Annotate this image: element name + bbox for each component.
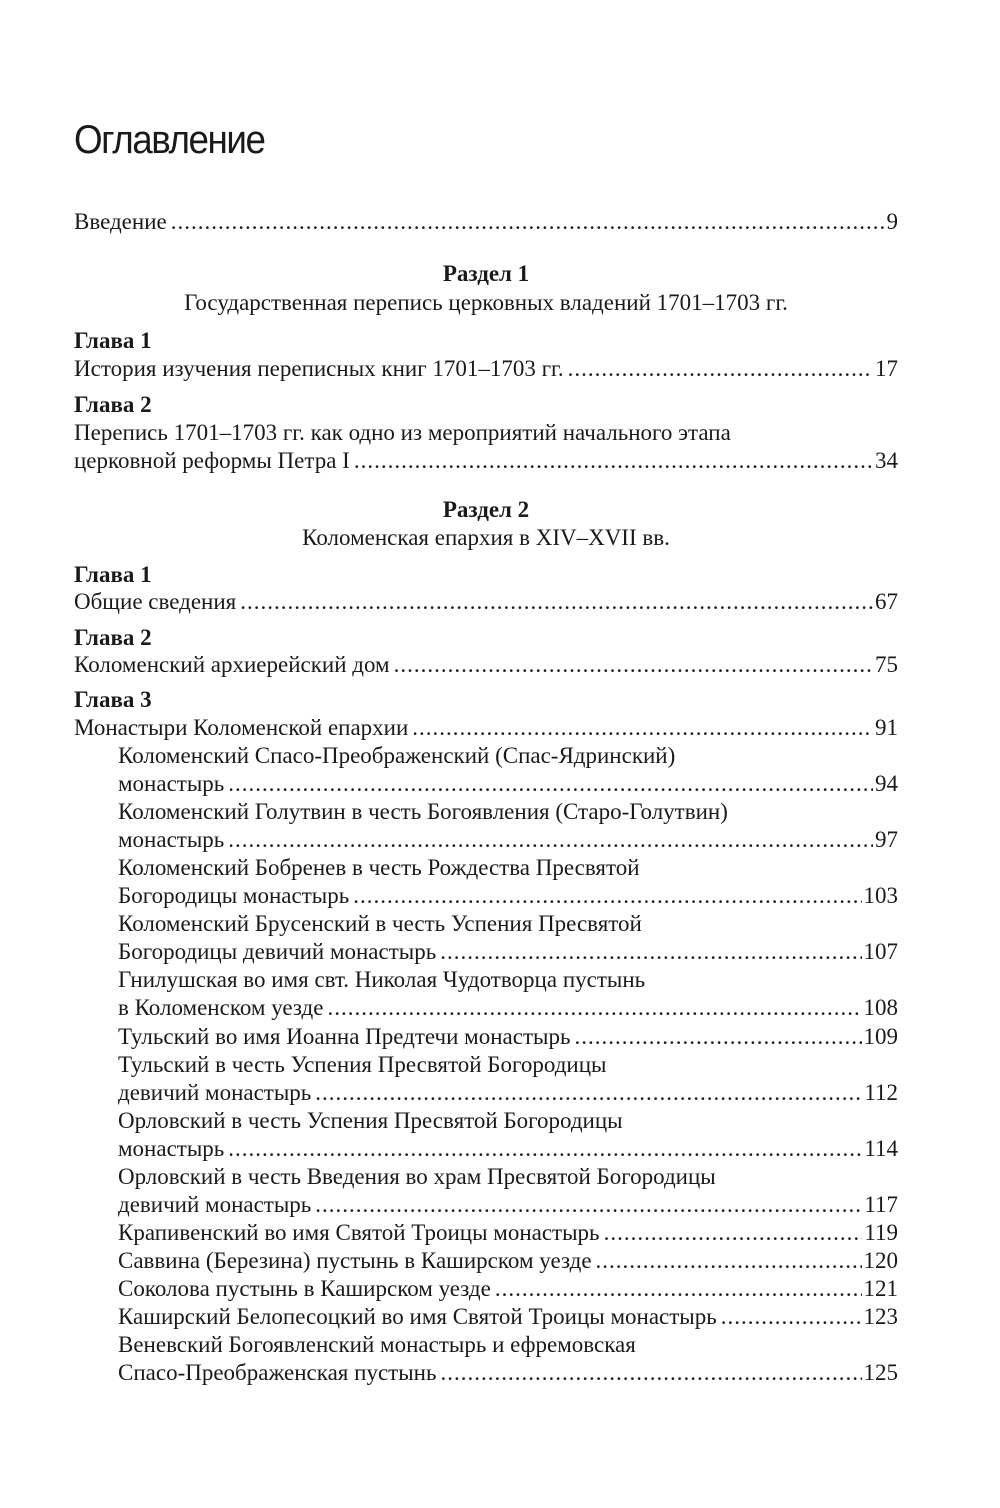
page-number: 123 — [863, 1304, 898, 1329]
page-number: 91 — [875, 715, 898, 740]
page-number: 121 — [863, 1276, 898, 1301]
page-number: 9 — [886, 209, 898, 234]
entry-text: Спасо-Преображенская пустынь — [118, 1360, 437, 1385]
chapter-label: Глава 3 — [74, 687, 152, 712]
entry-text: Богородицы девичий монастырь — [118, 939, 437, 964]
chapter-label: Глава 2 — [74, 392, 152, 417]
page-number: 94 — [875, 771, 898, 796]
section-title: Государственная перепись церковных владений 1701–1703 гг. — [184, 290, 788, 315]
chapter-label: Глава 1 — [74, 562, 152, 587]
dot-leader — [354, 444, 873, 478]
entry-text: История изучения переписных книг 1701–1703 гг. — [74, 356, 564, 381]
entry-text: Саввина (Березина) пустынь в Каширском уезде — [118, 1248, 592, 1273]
entry-text: в Коломенском уезде — [118, 995, 324, 1020]
entry-text: Каширский Белопесоцкий во имя Святой Троицы монастырь — [118, 1304, 717, 1329]
entry-text: Общие сведения — [74, 589, 237, 614]
toc-entry-intro[interactable] — [74, 205, 898, 239]
page-number: 17 — [875, 356, 898, 381]
entry-text: Соколова пустынь в Каширском уезде — [118, 1276, 491, 1301]
entry-text: Тульский во имя Иоанна Предтечи монастырь — [118, 1024, 571, 1049]
page-number: 125 — [863, 1360, 898, 1385]
entry-text: Коломенский архиерейский дом — [74, 652, 390, 677]
entry-text: Введение — [74, 209, 167, 234]
entry-text-line1: Коломенский Брусенский в честь Успения Пресвятой — [118, 911, 642, 936]
section-heading: Раздел 2 — [442, 497, 530, 522]
page-number: 114 — [864, 1136, 898, 1161]
entry-text: церковной реформы Петра I — [74, 448, 350, 473]
toc-entry[interactable] — [74, 444, 898, 478]
page-number: 108 — [863, 995, 898, 1020]
entry-text: монастырь — [118, 771, 225, 796]
toc-entry[interactable] — [74, 585, 898, 619]
page-number: 103 — [863, 883, 898, 908]
entry-text: монастырь — [118, 827, 225, 852]
dot-leader — [240, 585, 873, 619]
dot-leader — [394, 648, 873, 682]
entry-text-line1: Орловский в честь Введения во храм Пресвятой Богородицы — [118, 1164, 716, 1189]
chapter-label: Глава 2 — [74, 625, 152, 650]
entry-text: девичий монастырь — [118, 1192, 312, 1217]
page-number: 119 — [864, 1220, 898, 1245]
dot-leader — [440, 1356, 861, 1390]
chapter-label: Глава 1 — [74, 328, 152, 353]
page-number: 107 — [863, 939, 898, 964]
page-title: Оглавление — [74, 118, 265, 162]
section-title: Коломенская епархия в XIV–XVII вв. — [302, 525, 670, 550]
page-number: 34 — [875, 448, 898, 473]
entry-text: Монастыри Коломенской епархии — [74, 715, 409, 740]
entry-text: монастырь — [118, 1136, 225, 1161]
entry-text: Богородицы монастырь — [118, 883, 350, 908]
entry-text-line1: Коломенский Бобренев в честь Рождества Пресвятой — [118, 855, 640, 880]
entry-text-line1: Гнилушская во имя свт. Николая Чудотворца пустынь — [118, 967, 646, 992]
toc-subentry[interactable] — [118, 1356, 898, 1390]
toc-entry[interactable] — [74, 352, 898, 386]
page-number: 75 — [875, 652, 898, 677]
dot-leader — [171, 205, 885, 239]
entry-text: Крапивенский во имя Святой Троицы монастырь — [118, 1220, 600, 1245]
entry-text-line1: Веневский Богоявленский монастырь и ефремовская — [118, 1332, 636, 1357]
entry-text-line1: Коломенский Голутвин в честь Богоявления (Старо-Голутвин) — [118, 799, 728, 824]
entry-text-line1: Тульский в честь Успения Пресвятой Богородицы — [118, 1052, 607, 1077]
entry-text-line1: Орловский в честь Успения Пресвятой Богородицы — [118, 1108, 623, 1133]
section-heading: Раздел 1 — [442, 261, 530, 286]
page-number: 112 — [864, 1080, 898, 1105]
page-number: 109 — [863, 1024, 898, 1049]
entry-text: девичий монастырь — [118, 1080, 312, 1105]
page-number: 67 — [875, 589, 898, 614]
page-number: 117 — [864, 1192, 898, 1217]
entry-text-line1: Коломенский Спасо-Преображенский (Спас-Ядринский) — [118, 743, 676, 768]
entry-text-line1: Перепись 1701–1703 гг. как одно из мероприятий начального этапа — [74, 420, 731, 445]
toc-entry[interactable] — [74, 648, 898, 682]
dot-leader — [568, 352, 873, 386]
page-number: 97 — [875, 827, 898, 852]
page-number: 120 — [863, 1248, 898, 1273]
